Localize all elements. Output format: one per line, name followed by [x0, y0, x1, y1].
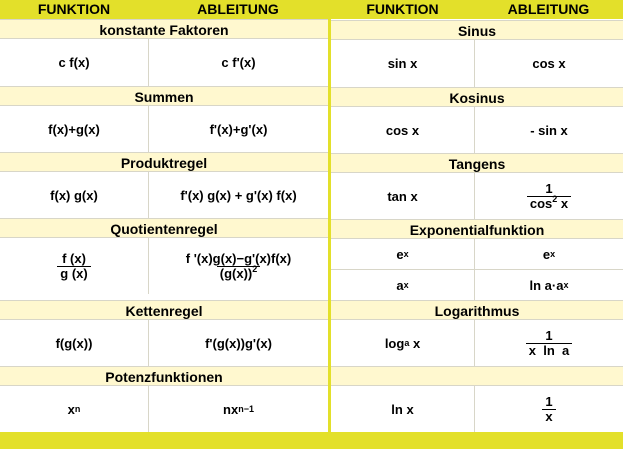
section-chain-rule: Kettenregel	[0, 300, 328, 320]
sine-function: sin x	[387, 56, 418, 71]
power-function: x n	[67, 401, 81, 417]
row-power	[0, 386, 328, 432]
ln-derivative-numerator: 1	[545, 393, 553, 409]
exp-a-derivative-base: ln a·a	[529, 277, 564, 293]
section-constant-factors: konstante Faktoren	[0, 19, 328, 39]
tangent-denominator-tail: x	[557, 195, 569, 211]
section-exponential: Exponentialfunktion	[331, 219, 623, 239]
row-product	[0, 172, 328, 218]
row-tangent	[331, 173, 623, 219]
chain-function: f(g(x))	[55, 335, 93, 351]
section-cosine: Kosinus	[331, 87, 623, 107]
row-sum	[0, 106, 328, 152]
ln-derivative	[475, 386, 623, 432]
tangent-function: tan x	[387, 188, 418, 204]
cosine-derivative: - sin x	[530, 122, 568, 138]
exp-e-derivative-base: e	[542, 246, 551, 262]
quotient-function-denominator: g (x)	[57, 266, 90, 281]
chain-derivative: f'(g(x))g'(x)	[205, 335, 272, 351]
tangent-derivative-denominator	[527, 193, 571, 211]
tangent-derivative-fraction	[527, 182, 571, 210]
row-cosine	[331, 107, 623, 153]
section-tangent: Tangens	[331, 153, 623, 173]
row-quotient	[0, 238, 328, 294]
section-logarithm: Logarithmus	[331, 300, 623, 320]
exp-a-derivative: ln a·a x	[529, 277, 569, 293]
quotient-derivative-numerator: f '(x)g(x)−g'(x)f(x)	[185, 250, 292, 266]
constant-function: c f(x)	[58, 55, 90, 70]
power-function-base: x	[67, 401, 75, 417]
quotient-derivative-denominator	[217, 263, 261, 281]
left-header-row	[0, 0, 328, 19]
log-derivative	[475, 320, 623, 366]
tangent-denominator-base: cos	[529, 195, 553, 211]
exp-e-function: e x	[396, 246, 409, 262]
right-derivative-header: ABLEITUNG	[507, 1, 590, 17]
quotient-function-numerator: f (x)	[62, 250, 86, 266]
left-function-header: FUNKTION	[37, 1, 111, 17]
right-function-header: FUNKTION	[366, 1, 439, 17]
exp-a-function-base: a	[396, 277, 404, 293]
row-exponential-a	[331, 270, 623, 300]
tangent-derivative	[475, 173, 623, 219]
section-blank	[331, 366, 623, 386]
row-sine	[331, 40, 623, 87]
section-quotient-rule: Quotientenregel	[0, 218, 328, 238]
row-constant	[0, 39, 328, 86]
quotient-derivative-fraction	[183, 252, 294, 280]
row-logarithm	[331, 320, 623, 366]
sum-derivative: f'(x)+g'(x)	[209, 121, 268, 137]
right-header-row	[331, 0, 623, 19]
right-table	[331, 0, 623, 432]
log-function-base: log	[384, 335, 405, 351]
product-derivative: f'(x) g(x) + g'(x) f(x)	[180, 187, 297, 203]
cosine-function: cos x	[385, 122, 420, 138]
log-function-tail: x	[409, 335, 421, 351]
ln-derivative-fraction	[542, 395, 555, 423]
quotient-derivative-denominator-exponent: 2	[252, 263, 258, 274]
quotient-function	[0, 238, 148, 294]
left-derivative-header: ABLEITUNG	[197, 1, 279, 17]
section-sine: Sinus	[331, 20, 623, 40]
exp-a-function: a x	[396, 277, 409, 293]
section-product-rule: Produktregel	[0, 152, 328, 172]
quotient-derivative-denominator-base: (g(x))	[219, 265, 253, 281]
power-derivative-base: nx	[223, 401, 239, 417]
exp-e-function-base: e	[396, 246, 404, 262]
exp-e-derivative: e x	[542, 246, 556, 262]
ln-function: ln x	[391, 401, 414, 417]
row-chain	[0, 320, 328, 366]
tangent-denominator-exponent: 2	[552, 193, 558, 204]
sine-derivative: cos x	[532, 56, 566, 71]
tangent-derivative-numerator: 1	[545, 180, 553, 196]
log-derivative-denominator: x ln a	[526, 343, 572, 358]
row-natural-log	[331, 386, 623, 432]
section-power-functions: Potenzfunktionen	[0, 366, 328, 386]
section-sums: Summen	[0, 86, 328, 106]
product-function: f(x) g(x)	[50, 187, 98, 203]
sum-function: f(x)+g(x)	[48, 121, 100, 137]
log-function: log a x	[384, 335, 421, 351]
power-derivative: nx n−1	[223, 401, 254, 417]
ln-derivative-denominator: x	[542, 409, 555, 424]
quotient-derivative	[149, 238, 328, 294]
quotient-function-fraction	[57, 252, 90, 280]
row-exponential-e	[331, 239, 623, 269]
log-derivative-fraction	[526, 329, 572, 357]
constant-derivative: c f'(x)	[221, 55, 256, 70]
log-derivative-numerator: 1	[545, 327, 553, 343]
